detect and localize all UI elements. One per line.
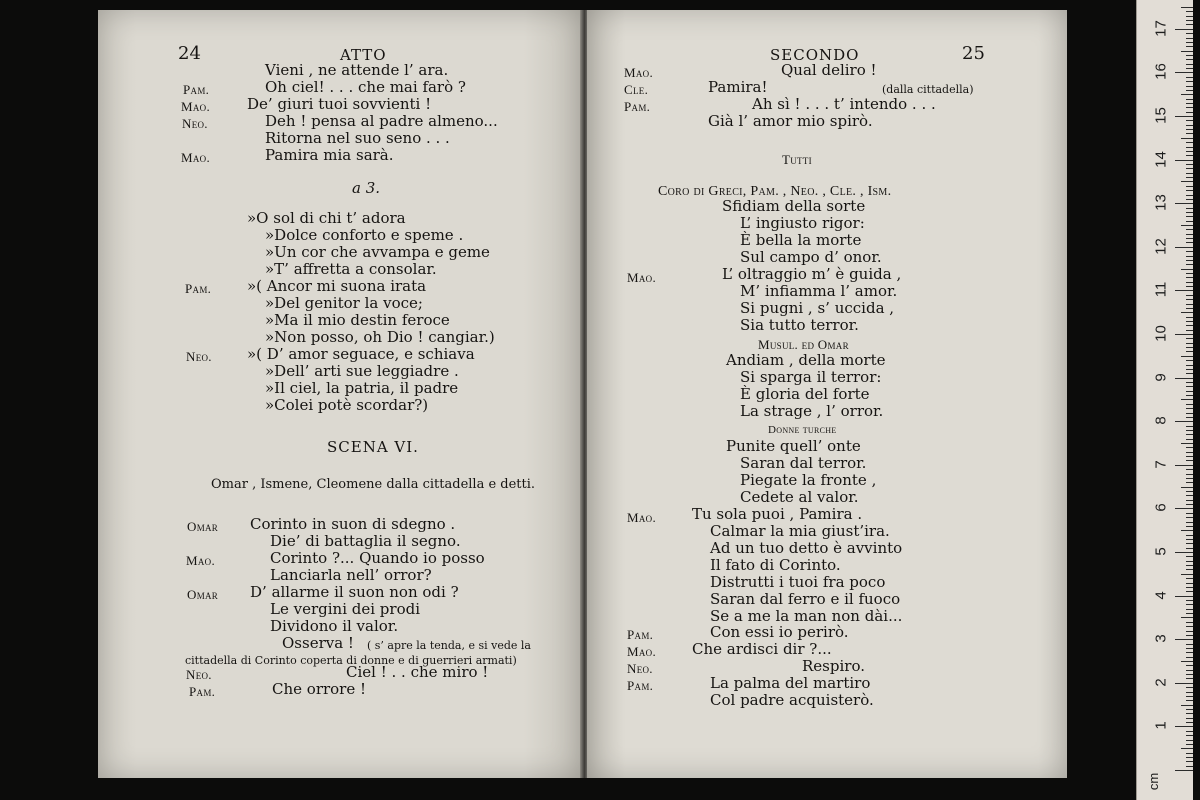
verse-line: »Dell’ arti sue leggiadre . [265, 362, 459, 380]
ruler-tick [1181, 661, 1193, 662]
ruler-tick [1181, 487, 1193, 488]
ruler-tick [1186, 103, 1193, 104]
ruler-tick [1186, 229, 1193, 230]
ruler-tick [1186, 273, 1193, 274]
stage-direction: (dalla cittadella) [882, 83, 974, 96]
ruler-tick [1186, 155, 1193, 156]
ruler-tick [1186, 731, 1193, 732]
verse-line: Ad un tuo detto è avvinto [710, 539, 903, 557]
ruler-tick [1186, 500, 1193, 501]
ruler-tick [1186, 687, 1193, 688]
ruler-tick [1186, 373, 1193, 374]
measurement-ruler [1136, 0, 1193, 800]
ruler-tick [1186, 395, 1193, 396]
ruler-tick [1186, 212, 1193, 213]
ruler-tick [1175, 552, 1193, 553]
ruler-tick [1186, 369, 1193, 370]
ruler-tick [1186, 199, 1193, 200]
ruler-tick [1186, 766, 1193, 767]
verse-line: Già l’ amor mio spirò. [708, 112, 873, 130]
ruler-tick [1186, 692, 1193, 693]
ruler-tick [1186, 456, 1193, 457]
ruler-tick [1186, 587, 1193, 588]
ruler-tick [1181, 705, 1193, 706]
ruler-tick [1186, 495, 1193, 496]
ruler-mark: 14 [1152, 150, 1170, 168]
ruler-tick [1186, 569, 1193, 570]
speaker: Cle. [624, 82, 649, 97]
verse-line: Si pugni , s’ uccida , [740, 299, 895, 317]
verse-line: »Un cor che avvampa e geme [265, 243, 490, 261]
page-number: 24 [178, 43, 201, 64]
ruler-tick [1186, 38, 1193, 39]
ruler-tick [1175, 508, 1193, 509]
ruler-tick [1186, 164, 1193, 165]
verse-line: »Il ciel, la patria, il padre [265, 379, 459, 397]
ruler-tick [1181, 138, 1193, 139]
ruler-tick [1186, 635, 1193, 636]
verse-line: Che ardisci dir ?... [692, 640, 832, 658]
ruler-tick [1181, 748, 1193, 749]
page-number: 25 [962, 43, 985, 64]
ruler-tick [1181, 181, 1193, 182]
verse-line: Saran dal ferro e il fuoco [710, 590, 901, 608]
ruler-tick [1186, 757, 1193, 758]
verse-line: Pamira mia sarà. [265, 146, 394, 164]
ruler-tick [1175, 72, 1193, 73]
ruler-tick [1186, 77, 1193, 78]
ruler-tick [1186, 469, 1193, 470]
ruler-tick [1186, 648, 1193, 649]
ruler-tick [1186, 391, 1193, 392]
ruler-tick [1181, 530, 1193, 531]
ruler-tick [1186, 718, 1193, 719]
ruler-tick [1186, 351, 1193, 352]
speaker: Neo. [182, 116, 208, 131]
ruler-tick [1181, 443, 1193, 444]
ruler-tick [1181, 356, 1193, 357]
ruler-mark: 17 [1152, 19, 1170, 37]
ruler-tick [1186, 460, 1193, 461]
ruler-tick [1186, 86, 1193, 87]
ruler-tick [1186, 59, 1193, 60]
verse-line: Piegate la fronte , [740, 471, 877, 489]
ruler-tick [1186, 447, 1193, 448]
verse-line: Vieni , ne attende l’ ara. [265, 61, 449, 79]
ruler-tick [1186, 657, 1193, 658]
ruler-tick [1186, 234, 1193, 235]
verse-line: Oh ciel! . . . che mai farò ? [265, 78, 466, 96]
ruler-tick [1181, 51, 1193, 52]
ruler-tick [1186, 365, 1193, 366]
ruler-tick [1186, 112, 1193, 113]
ruler-tick [1181, 399, 1193, 400]
ruler-tick [1186, 631, 1193, 632]
ruler-tick [1175, 639, 1193, 640]
speaker: Pam. [189, 684, 216, 699]
ruler-tick [1186, 260, 1193, 261]
speaker: Mao. [627, 644, 657, 659]
running-head: ATTO [340, 46, 387, 64]
verse-line: Cedete al valor. [740, 488, 859, 506]
verse-line: Sfidiam della sorte [722, 197, 866, 215]
ruler-tick [1186, 478, 1193, 479]
running-head: SECONDO [770, 46, 860, 64]
ruler-tick [1186, 99, 1193, 100]
stage-direction: ( s’ apre la tenda, e si vede la [367, 639, 531, 652]
chorus-heading: Tutti [782, 152, 812, 167]
ruler-tick [1181, 225, 1193, 226]
ruler-tick [1186, 147, 1193, 148]
ruler-mark: 4 [1152, 590, 1170, 600]
verse-line: Corinto ?... Quando io posso [270, 549, 485, 567]
verse-line: »Colei potè scordar?) [265, 396, 429, 414]
ruler-tick [1186, 33, 1193, 34]
speaker: Mao. [627, 270, 657, 285]
ruler-tick [1186, 556, 1193, 557]
ruler-tick [1186, 251, 1193, 252]
ruler-tick [1186, 652, 1193, 653]
ruler-tick [1186, 347, 1193, 348]
verse-line: Che orrore ! [272, 680, 367, 698]
ruler-tick [1186, 168, 1193, 169]
ruler-tick [1186, 504, 1193, 505]
ruler-unit: cm [1146, 772, 1162, 791]
ruler-tick [1186, 343, 1193, 344]
ruler-tick [1181, 94, 1193, 95]
verse-line: Saran dal terror. [740, 454, 867, 472]
ruler-tick [1181, 269, 1193, 270]
ruler-mark: 2 [1152, 678, 1170, 687]
speaker: Pam. [185, 281, 212, 296]
ruler-tick [1186, 11, 1193, 12]
ruler-mark: 7 [1152, 460, 1170, 469]
ruler-tick [1186, 735, 1193, 736]
ruler-mark: 10 [1152, 325, 1170, 342]
ruler-mark: 16 [1152, 63, 1170, 81]
verse-line: »( Ancor mi suona irata [247, 277, 427, 295]
ruler-tick [1186, 622, 1193, 623]
ruler-tick [1186, 604, 1193, 605]
ruler-tick [1186, 404, 1193, 405]
ruler-tick [1186, 417, 1193, 418]
ruler-tick [1175, 378, 1193, 379]
ruler-tick [1186, 304, 1193, 305]
ruler-tick [1181, 617, 1193, 618]
verse-line: Le vergini dei prodi [270, 600, 420, 618]
ruler-tick [1186, 16, 1193, 17]
ruler-tick [1186, 670, 1193, 671]
ruler-tick [1186, 90, 1193, 91]
ruler-tick [1186, 186, 1193, 187]
verse-line: Con essi io perirò. [710, 623, 849, 641]
ruler-tick [1186, 24, 1193, 25]
ruler-tick [1186, 526, 1193, 527]
ruler-tick [1186, 761, 1193, 762]
verse-line: »O sol di chi t’ adora [247, 209, 406, 227]
verse-line: Si sparga il terror: [740, 368, 882, 386]
ruler-tick [1181, 574, 1193, 575]
verse-line: La palma del martiro [710, 674, 871, 692]
ruler-tick [1186, 216, 1193, 217]
ruler-tick [1186, 277, 1193, 278]
ruler-tick [1175, 203, 1193, 204]
ruler-tick [1186, 713, 1193, 714]
ruler-mark: 13 [1152, 194, 1170, 212]
ruler-tick [1186, 360, 1193, 361]
ruler-tick [1181, 312, 1193, 313]
speaker: Omar [187, 587, 219, 602]
verse-line: Sia tutto terror. [740, 316, 859, 334]
ruler-tick [1186, 64, 1193, 65]
ruler-tick [1186, 578, 1193, 579]
ruler-tick [1186, 744, 1193, 745]
ruler-tick [1186, 561, 1193, 562]
ruler-tick [1186, 740, 1193, 741]
ruler-tick [1186, 125, 1193, 126]
ruler-mark: 3 [1152, 634, 1170, 643]
verse-line: Pamira! [708, 78, 768, 96]
ruler-tick [1186, 665, 1193, 666]
ruler-tick [1186, 325, 1193, 326]
speaker: Mao. [181, 150, 211, 165]
verse-line: L’ ingiusto rigor: [740, 214, 865, 232]
verse-line: Calmar la mia giust’ira. [710, 522, 890, 540]
verse-line: Tu sola puoi , Pamira . [692, 505, 863, 523]
speaker: Pam. [627, 678, 654, 693]
ruler-tick [1186, 295, 1193, 296]
ruler-tick [1186, 426, 1193, 427]
ruler-tick [1186, 142, 1193, 143]
verse-line: Sul campo d’ onor. [740, 248, 882, 266]
ruler-tick [1186, 221, 1193, 222]
ruler-tick [1186, 613, 1193, 614]
ruler-tick [1186, 133, 1193, 134]
ruler-mark: 9 [1152, 372, 1170, 382]
verse-line: Osserva ! [282, 634, 354, 652]
ruler-tick [1186, 68, 1193, 69]
ruler-tick [1186, 535, 1193, 536]
ruler-tick [1186, 321, 1193, 322]
ruler-tick [1186, 513, 1193, 514]
verse-line: È gloria del forte [740, 385, 870, 403]
speaker: Pam. [183, 82, 210, 97]
ruler-mark: 8 [1152, 416, 1170, 425]
ruler-tick [1186, 543, 1193, 544]
ruler-tick [1186, 330, 1193, 331]
verse-line: »Non posso, oh Dio ! cangiar.) [265, 328, 495, 346]
ruler-tick [1181, 7, 1193, 8]
ruler-tick [1175, 290, 1193, 291]
speaker: Pam. [624, 99, 651, 114]
ruler-tick [1186, 190, 1193, 191]
ruler-tick [1186, 382, 1193, 383]
verse-line: »Ma il mio destin feroce [265, 311, 450, 329]
ruler-mark: 11 [1152, 282, 1170, 298]
ruler-tick [1186, 282, 1193, 283]
verse-line: Deh ! pensa al padre almeno... [265, 112, 498, 130]
verse-line: La strage , l’ orror. [740, 402, 884, 420]
ruler-tick [1186, 539, 1193, 540]
ruler-tick [1175, 770, 1193, 771]
ruler-tick [1175, 160, 1193, 161]
scene-heading: SCENA VI. [327, 438, 419, 456]
ruler-tick [1186, 522, 1193, 523]
ruler-tick [1186, 430, 1193, 431]
speaker: Mao. [186, 553, 216, 568]
verse-line: È bella la morte [740, 231, 862, 249]
verse-line: Ah sì ! . . . t’ intendo . . . [752, 95, 936, 113]
speaker: Neo. [186, 349, 212, 364]
ruler-tick [1186, 583, 1193, 584]
verse-line: Ciel ! . . che miro ! [346, 663, 489, 681]
ruler-tick [1175, 334, 1193, 335]
speaker: Mao. [181, 99, 211, 114]
ruler-tick [1186, 308, 1193, 309]
verse-line: Il fato di Corinto. [710, 556, 841, 574]
verse-line: Andiam , della morte [726, 351, 886, 369]
verse-line: Lanciarla nell’ orror? [270, 566, 432, 584]
ruler-tick [1186, 674, 1193, 675]
ruler-tick [1186, 264, 1193, 265]
speaker: Neo. [627, 661, 653, 676]
ruler-mark: 15 [1152, 107, 1170, 124]
ruler-tick [1186, 195, 1193, 196]
ruler-tick [1186, 609, 1193, 610]
ruler-tick [1175, 421, 1193, 422]
verse-line: D’ allarme il suon non odi ? [250, 583, 459, 601]
ruler-tick [1186, 439, 1193, 440]
ruler-tick [1186, 474, 1193, 475]
ruler-tick [1186, 107, 1193, 108]
ruler-tick [1186, 238, 1193, 239]
verse-line: »T’ affretta a consolar. [265, 260, 437, 278]
ruler-mark: 5 [1152, 547, 1170, 556]
ruler-tick [1186, 753, 1193, 754]
verse-line: »Del genitor la voce; [265, 294, 423, 312]
verse-line: L’ oltraggio m’ è guida , [722, 265, 902, 283]
ruler-tick [1175, 116, 1193, 117]
ruler-tick [1186, 46, 1193, 47]
ruler-tick [1186, 491, 1193, 492]
verse-line: Respiro. [802, 657, 865, 675]
ruler-tick [1186, 129, 1193, 130]
ruler-tick [1186, 696, 1193, 697]
ruler-tick [1186, 286, 1193, 287]
ruler-tick [1186, 151, 1193, 152]
ruler-tick [1175, 726, 1193, 727]
ruler-tick [1186, 678, 1193, 679]
ruler-tick [1175, 465, 1193, 466]
ruler-tick [1186, 317, 1193, 318]
verse-line: Corinto in suon di sdegno . [250, 515, 456, 533]
speaker: Neo. [186, 667, 212, 682]
speaker: Omar [187, 519, 219, 534]
verse-line: »( D’ amor seguace, e schiava [247, 345, 475, 363]
ruler-tick [1186, 644, 1193, 645]
verse-line: Col padre acquisterò. [710, 691, 874, 709]
ruler-tick [1186, 42, 1193, 43]
speaker: Mao. [624, 65, 654, 80]
ruler-tick [1186, 173, 1193, 174]
ruler-tick [1186, 591, 1193, 592]
ruler-tick [1186, 81, 1193, 82]
verse-line: Die’ di battaglia il segno. [270, 532, 461, 550]
ruler-tick [1175, 247, 1193, 248]
ruler-tick [1175, 29, 1193, 30]
ruler-tick [1186, 177, 1193, 178]
verse-line: »Dolce conforto e speme . [265, 226, 464, 244]
verse-line: Se a me la man non dài... [710, 607, 903, 625]
ruler-tick [1186, 299, 1193, 300]
chorus-heading: Donne turche [768, 424, 837, 436]
stage-direction: cittadella di Corinto coperta di donne e di guerrieri armati) [185, 654, 517, 667]
ruler-tick [1186, 434, 1193, 435]
verse-line: Punite quell’ onte [726, 437, 861, 455]
verse-line: Ritorna nel suo seno . . . [265, 129, 450, 147]
ruler-tick [1175, 683, 1193, 684]
chorus-heading: Musul. ed Omar [758, 337, 849, 352]
ruler-tick [1186, 600, 1193, 601]
verse-line: De’ giuri tuoi sovvienti ! [247, 95, 432, 113]
verse-line: Qual deliro ! [781, 61, 877, 79]
ruler-tick [1186, 55, 1193, 56]
ruler-tick [1175, 596, 1193, 597]
ruler-tick [1186, 700, 1193, 701]
ruler-tick [1186, 20, 1193, 21]
verse-line: M’ infiamma l’ amor. [740, 282, 898, 300]
ruler-mark: 1 [1152, 721, 1170, 731]
ruler-tick [1186, 408, 1193, 409]
stage-direction: Omar , Ismene, Cleomene dalla cittadella e detti. [211, 477, 536, 492]
ruler-tick [1186, 482, 1193, 483]
ruler-tick [1186, 722, 1193, 723]
ruler-tick [1186, 208, 1193, 209]
ruler-tick [1186, 256, 1193, 257]
ruler-tick [1186, 242, 1193, 243]
ruler-tick [1186, 452, 1193, 453]
verse-line: Dividono il valor. [270, 617, 399, 635]
ruler-tick [1186, 626, 1193, 627]
ensemble-marking: a 3. [352, 179, 381, 197]
ruler-tick [1186, 548, 1193, 549]
ruler-tick [1186, 120, 1193, 121]
ruler-tick [1186, 413, 1193, 414]
speaker: Pam. [627, 627, 654, 642]
verse-line: Distrutti i tuoi fra poco [710, 573, 886, 591]
chorus-voices: Coro di Greci, Pam. , Neo. , Cle. , Ism. [658, 184, 892, 199]
ruler-tick [1186, 386, 1193, 387]
ruler-mark: 6 [1152, 503, 1170, 513]
ruler-tick [1186, 517, 1193, 518]
ruler-mark: 12 [1152, 237, 1170, 255]
speaker: Mao. [627, 510, 657, 525]
ruler-tick [1186, 565, 1193, 566]
ruler-tick [1186, 338, 1193, 339]
ruler-tick [1186, 709, 1193, 710]
